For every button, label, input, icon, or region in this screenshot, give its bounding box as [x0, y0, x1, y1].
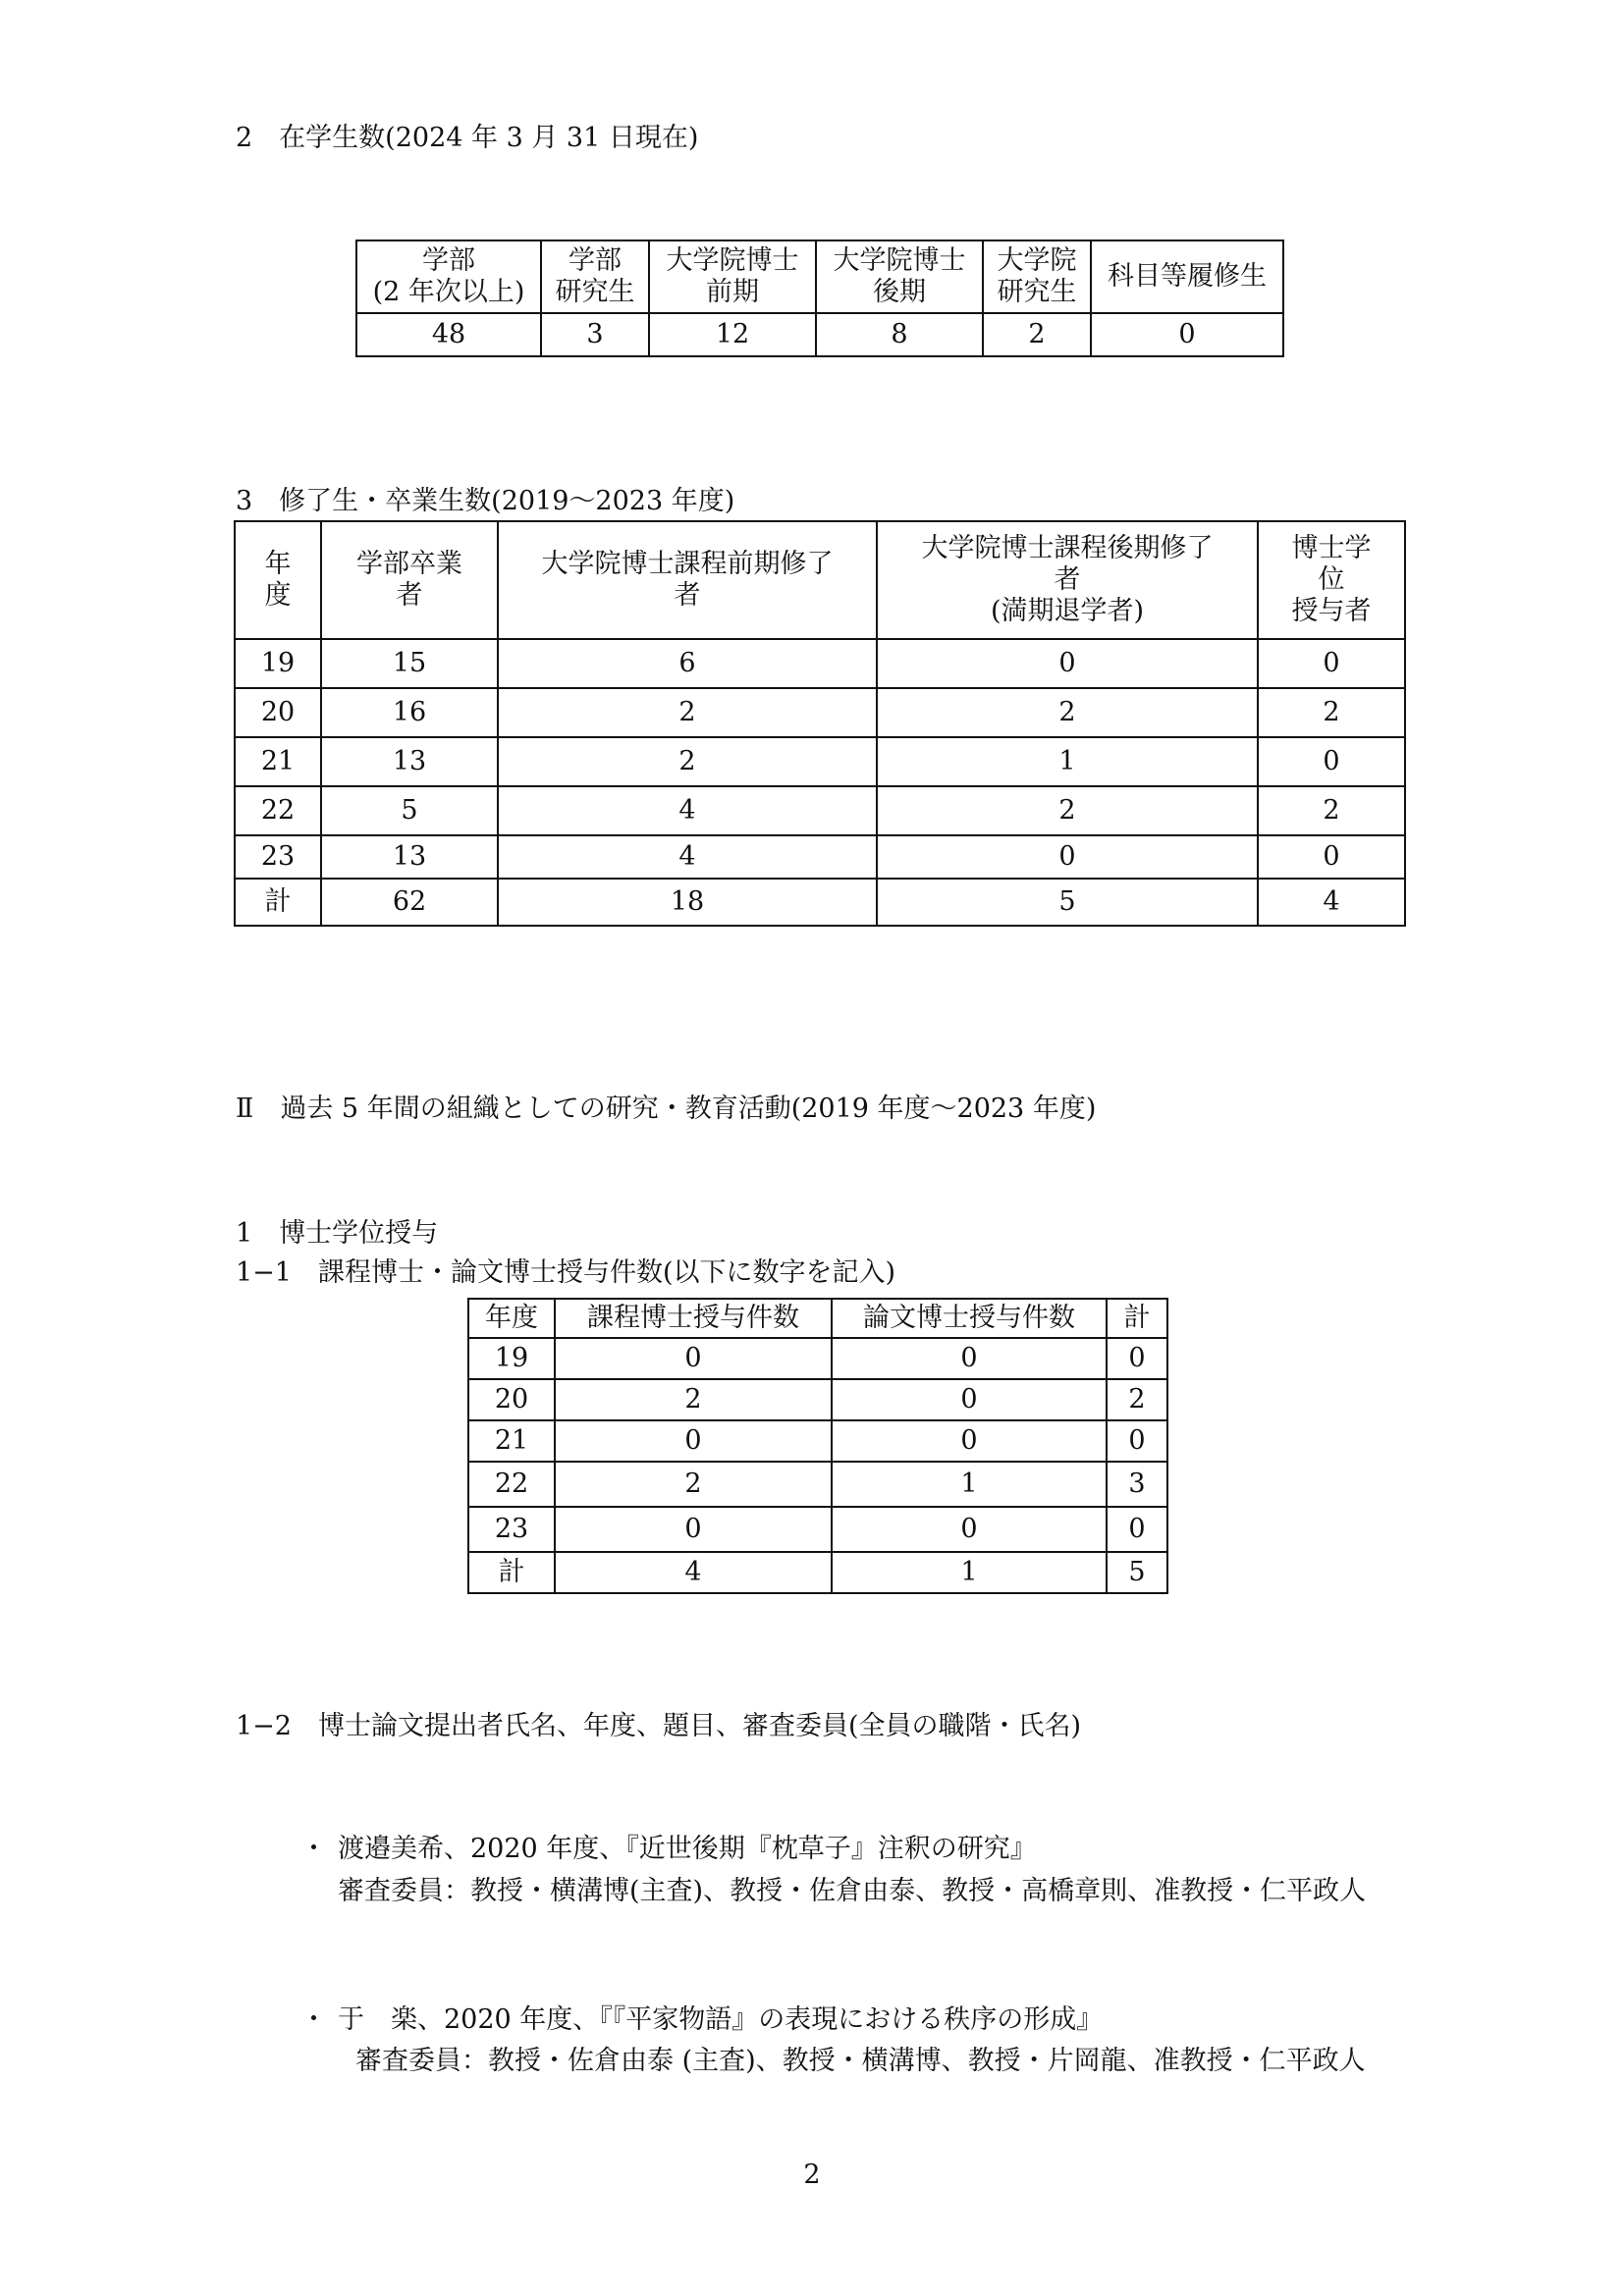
table-cell: 20	[468, 1379, 555, 1420]
table-header-row	[235, 521, 1405, 639]
table-cell: 2	[1258, 688, 1405, 737]
table-cell: 2	[1107, 1379, 1167, 1420]
table-cell: 0	[1091, 313, 1283, 356]
table-row	[468, 1338, 1167, 1379]
table-cell: 4	[498, 835, 877, 879]
table-cell: 3	[1107, 1462, 1167, 1507]
header-cell: 大学院博士課程前期修了 者	[498, 521, 877, 639]
table-cell: 0	[832, 1507, 1107, 1552]
table-row	[468, 1379, 1167, 1420]
header-cell: 論文博士授与件数	[832, 1299, 1107, 1338]
table-cell: 3	[541, 313, 649, 356]
table-cell: 0	[555, 1338, 832, 1379]
table-cell: 23	[235, 835, 321, 879]
table-cell: 12	[649, 313, 816, 356]
table-cell: 計	[468, 1552, 555, 1593]
entry-line-1: 于 楽、2020 年度、『『平家物語』の表現における秩序の形成』	[338, 2004, 1104, 2035]
section-2-title: 2 在学生数(2024 年 3 月 31 日現在)	[236, 123, 699, 153]
header-cell: 大学院博士課程後期修了 者 (満期退学者)	[877, 521, 1258, 639]
table-row	[235, 786, 1405, 835]
table-cell: 2	[498, 688, 877, 737]
table-cell: 19	[235, 639, 321, 688]
table-row	[468, 1462, 1167, 1507]
table-cell: 0	[1107, 1338, 1167, 1379]
header-cell: 科目等履修生	[1091, 240, 1283, 313]
table-row	[235, 835, 1405, 879]
table-cell: 21	[468, 1420, 555, 1462]
table-cell: 5	[321, 786, 498, 835]
table-header-row	[356, 240, 1283, 313]
table-cell: 0	[1107, 1420, 1167, 1462]
table-cell: 計	[235, 879, 321, 926]
table-cell: 0	[555, 1420, 832, 1462]
list-item-detail	[355, 2042, 1366, 2081]
section-3-title: 3 修了生・卒業生数(2019～2023 年度)	[236, 486, 735, 516]
table-cell: 0	[555, 1507, 832, 1552]
table-row	[468, 1507, 1167, 1552]
header-cell: 博士学 位 授与者	[1258, 521, 1405, 639]
header-cell: 計	[1107, 1299, 1167, 1338]
table-cell: 22	[468, 1462, 555, 1507]
list-item	[300, 1830, 1037, 1869]
table-cell: 19	[468, 1338, 555, 1379]
header-cell: 学部卒業 者	[321, 521, 498, 639]
table-cell: 0	[1258, 835, 1405, 879]
table-cell: 0	[1107, 1507, 1167, 1552]
table-cell: 0	[1258, 737, 1405, 786]
table-cell: 62	[321, 879, 498, 926]
entry-line-2: 審査委員：教授・佐倉由泰 (主査)、教授・横溝博、教授・片岡龍、准教授・仁平政人	[355, 2046, 1366, 2076]
table-cell: 2	[555, 1379, 832, 1420]
entry-line-2: 審査委員：教授・横溝博(主査)、教授・佐倉由泰、教授・高橋章則、准教授・仁平政人	[338, 1876, 1367, 1906]
header-cell: 学部 (2 年次以上)	[356, 240, 541, 313]
table-cell: 4	[498, 786, 877, 835]
table-cell: 0	[877, 639, 1258, 688]
table-cell: 1	[832, 1462, 1107, 1507]
enrollment-table	[355, 240, 1284, 357]
table-cell: 18	[498, 879, 877, 926]
table-cell: 22	[235, 786, 321, 835]
header-cell: 学部 研究生	[541, 240, 649, 313]
graduates-table	[234, 520, 1406, 927]
table-cell: 23	[468, 1507, 555, 1552]
table-cell: 0	[832, 1420, 1107, 1462]
table-cell: 0	[877, 835, 1258, 879]
table-cell: 2	[877, 688, 1258, 737]
table-cell: 8	[816, 313, 983, 356]
table-cell: 4	[555, 1552, 832, 1593]
page-number: 2	[803, 2160, 821, 2190]
list-item-detail	[338, 1872, 1366, 1911]
table-cell: 48	[356, 313, 541, 356]
table-cell: 20	[235, 688, 321, 737]
table-cell: 0	[832, 1338, 1107, 1379]
bullet-icon: ・	[300, 1834, 327, 1864]
list-item	[300, 2001, 1103, 2040]
degree-table	[467, 1298, 1168, 1594]
table-cell: 2	[498, 737, 877, 786]
table-row	[235, 639, 1405, 688]
table-cell: 2	[877, 786, 1258, 835]
table-row	[235, 737, 1405, 786]
table-row-total	[235, 879, 1405, 926]
table-cell: 4	[1258, 879, 1405, 926]
table-row-total	[468, 1552, 1167, 1593]
table-cell: 13	[321, 737, 498, 786]
header-cell: 課程博士授与件数	[555, 1299, 832, 1338]
table-cell: 2	[983, 313, 1091, 356]
header-cell: 年度	[468, 1299, 555, 1338]
section-1-2-title: 1−2 博士論文提出者氏名、年度、題目、審査委員(全員の職階・氏名)	[236, 1711, 1082, 1741]
table-cell: 0	[1258, 639, 1405, 688]
table-row	[235, 688, 1405, 737]
table-row	[468, 1420, 1167, 1462]
table-cell: 6	[498, 639, 877, 688]
header-cell: 大学院博士 後期	[816, 240, 983, 313]
table-cell: 5	[1107, 1552, 1167, 1593]
part-ii-title: Ⅱ 過去 5 年間の組織としての研究・教育活動(2019 年度～2023 年度)	[236, 1094, 1097, 1124]
table-cell: 15	[321, 639, 498, 688]
table-cell: 21	[235, 737, 321, 786]
table-header-row	[468, 1299, 1167, 1338]
header-cell: 年 度	[235, 521, 321, 639]
table-cell: 0	[832, 1379, 1107, 1420]
table-cell: 1	[832, 1552, 1107, 1593]
table-cell: 5	[877, 879, 1258, 926]
section-1-title: 1 博士学位授与	[236, 1218, 439, 1249]
table-cell: 1	[877, 737, 1258, 786]
bullet-icon: ・	[300, 2004, 327, 2035]
table-cell: 2	[1258, 786, 1405, 835]
header-cell: 大学院 研究生	[983, 240, 1091, 313]
table-cell: 16	[321, 688, 498, 737]
entry-line-1: 渡邉美希、2020 年度、『近世後期『枕草子』注釈の研究』	[338, 1834, 1037, 1864]
table-cell: 2	[555, 1462, 832, 1507]
section-1-1-title: 1−1 課程博士・論文博士授与件数(以下に数字を記入)	[236, 1257, 896, 1288]
table-row	[356, 313, 1283, 356]
table-cell: 13	[321, 835, 498, 879]
header-cell: 大学院博士 前期	[649, 240, 816, 313]
